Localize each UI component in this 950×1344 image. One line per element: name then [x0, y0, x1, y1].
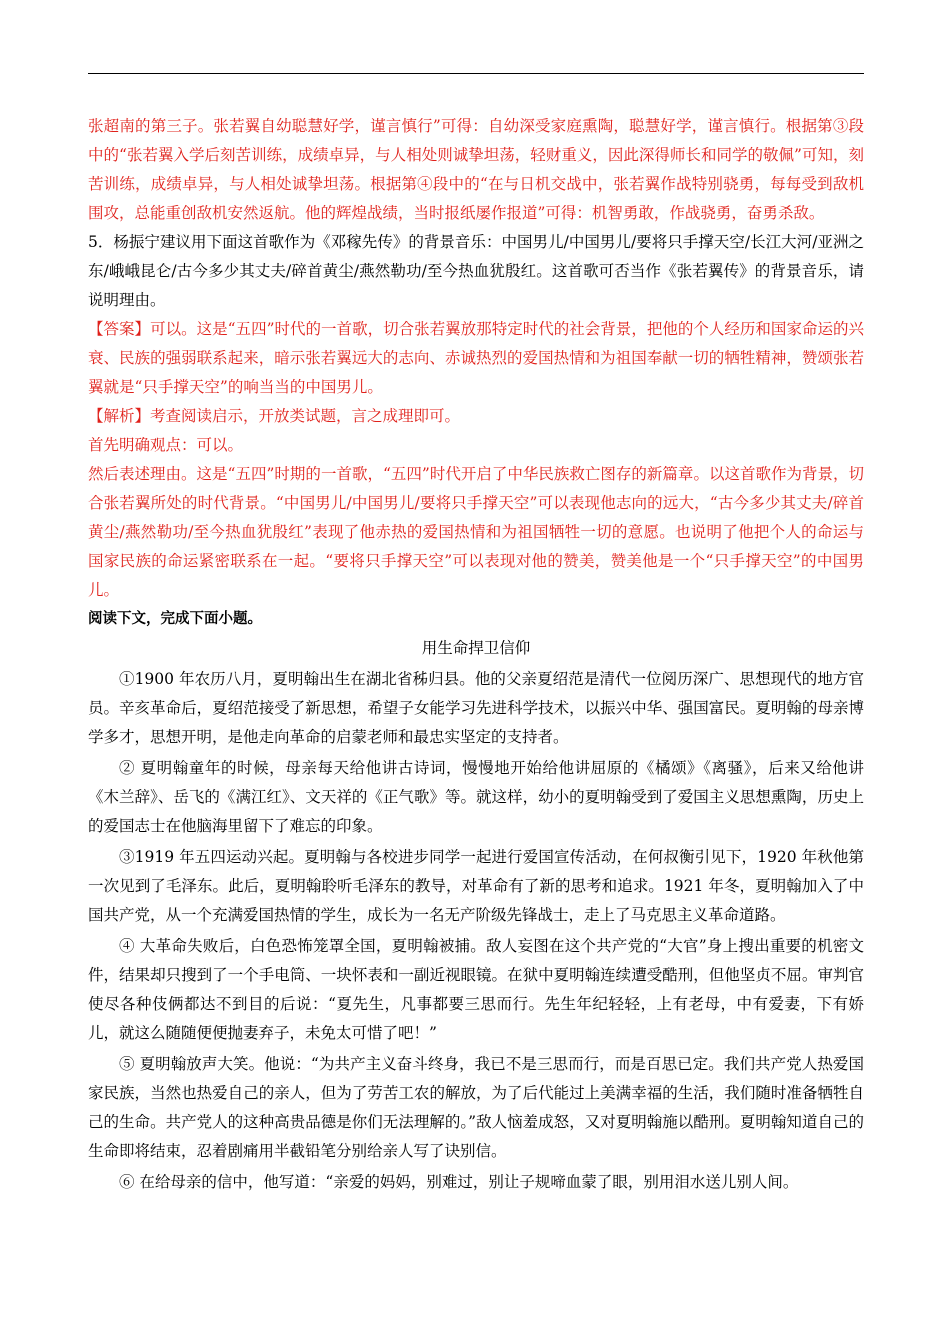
question-5: 5．杨振宁建议用下面这首歌作为《邓稼先传》的背景音乐：中国男儿/中国男儿/要将只手撑天空/长江大河/亚洲之东/峨峨昆仑/古今多少其丈夫/碎首黄尘/燕然勒功/至今热血犹殷红。这首歌可否当作《张若翼传》的背景音乐，请说明理由。 — [88, 233, 864, 309]
header-rule — [88, 73, 864, 74]
article-paragraph-6: ⑥ 在给母亲的信中，他写道：“亲爱的妈妈，别难过，别让子规啼血蒙了眼，别用泪水送儿别人间。 — [119, 1173, 799, 1191]
top-analysis: 张超南的第三子。张若翼自幼聪慧好学，谨言慎行”可得：自幼深受家庭熏陶，聪慧好学，谨言慎行。根据第③段中的“张若翼入学后刻苦训练，成绩卓异，与人相处则诚挚坦荡，轻财重义，因此深得师长和同学的敬佩”可知，刻苦训练，成绩卓异，与人相处诚挚坦荡。根据第④段中的“在与日机交战中，张若翼作战特别骁勇，每每受到敌机围攻，总能重创敌机安然返航。他的辉煌战绩，当时报纸屡作报道”可得：机智勇敢，作战骁勇，奋勇杀敌。 — [88, 117, 864, 222]
analysis — [88, 402, 864, 431]
analysis-text: 考查阅读启示，开放类试题，言之成理即可。 — [150, 407, 461, 425]
article-paragraph-4: ④ 大革命失败后，白色恐怖笼罩全国，夏明翰被捕。敌人妄图在这个共产党的“大官”身上搜出重要的机密文件，结果却只搜到了一个手电筒、一块怀表和一副近视眼镜。在狱中夏明翰连续遭受酷刑，但他坚贞不屈。审判官使尽各种伎俩都达不到目的后说：“夏先生，凡事都要三思而行。先生年纪轻轻，上有老母，中有爱妻，下有娇儿，就这么随随便便抛妻弃子，未免太可惜了吧！” — [88, 937, 864, 1042]
article-paragraph-1: ①1900 年农历八月，夏明翰出生在湖北省秭归县。他的父亲夏绍范是清代一位阅历深广、思想现代的地方官员。辛亥革命后，夏绍范接受了新思想，希望子女能学习先进科学技术，以振兴中华、强国富民。夏明翰的母亲博学多才，思想开明，是他走向革命的启蒙老师和最忠实坚定的支持者。 — [88, 670, 864, 746]
article-title: 用生命捍卫信仰 — [421, 639, 531, 657]
page-content — [88, 112, 864, 1197]
article-paragraph-5: ⑤ 夏明翰放声大笑。他说：“为共产主义奋斗终身，我已不是三思而行，而是百思已定。我们共产党人热爱国家民族，当然也热爱自己的亲人，但为了劳苦工农的解放，为了后代能过上美满幸福的生活，我们随时准备牺牲自己的生命。共产党人的这种高贵品德是你们无法理解的。”敌人恼羞成怒，又对夏明翰施以酷刑。夏明翰知道自己的生命即将结束，忍着剧痛用半截铅笔分别给亲人写了诀别信。 — [88, 1055, 864, 1160]
article-paragraph-2: ② 夏明翰童年的时候，母亲每天给他讲古诗词，慢慢地开始给他讲屈原的《橘颂》《离骚》，后来又给他讲《木兰辞》、岳飞的《满江红》、文天祥的《正气歌》等。就这样，幼小的夏明翰受到了爱国主义思想熏陶，历史上的爱国志士在他脑海里留下了难忘的印象。 — [88, 759, 864, 835]
analysis-line-2: 首先明确观点：可以。 — [88, 436, 244, 454]
article-paragraph-3: ③1919 年五四运动兴起。夏明翰与各校进步同学一起进行爱国宣传活动，在何叔衡引见下，1920 年秋他第一次见到了毛泽东。此后，夏明翰聆听毛泽东的教导，对革命有了新的思考和追求。1921 年冬，夏明翰加入了中国共产党，从一个充满爱国热情的学生，成长为一名无产阶级先锋战士，走上了马克思主义革命道路。 — [88, 848, 864, 924]
reading-instruction: 阅读下文，完成下面小题。 — [88, 611, 262, 627]
answer — [88, 315, 864, 402]
analysis-line-3: 然后表述理由。这是“五四”时期的一首歌，“五四”时代开启了中华民族救亡图存的新篇章。以这首歌作为背景，切合张若翼所处的时代背景。“中国男儿/中国男儿/要将只手撑天空”可以表现他志向的远大，“古今多少其丈夫/碎首黄尘/燕然勒功/至今热血犹殷红”表现了他赤热的爱国热情和为祖国牺牲一切的意愿。也说明了他把个人的命运与国家民族的命运紧密联系在一起。“要将只手撑天空”可以表现对他的赞美，赞美他是一个“只手撑天空”的中国男儿。 — [88, 465, 864, 599]
answer-label: 【答案】 — [88, 320, 151, 338]
analysis-label: 【解析】 — [88, 407, 151, 425]
answer-text: 可以。这是“五四”时代的一首歌，切合张若翼放那特定时代的社会背景，把他的个人经历和国家命运的兴衰、民族的强弱联系起来，暗示张若翼远大的志向、赤诚热烈的爱国热情和为祖国奉献一切的牺牲精神，赞颂张若翼就是“只手撑天空”的响当当的中国男儿。 — [88, 320, 864, 396]
